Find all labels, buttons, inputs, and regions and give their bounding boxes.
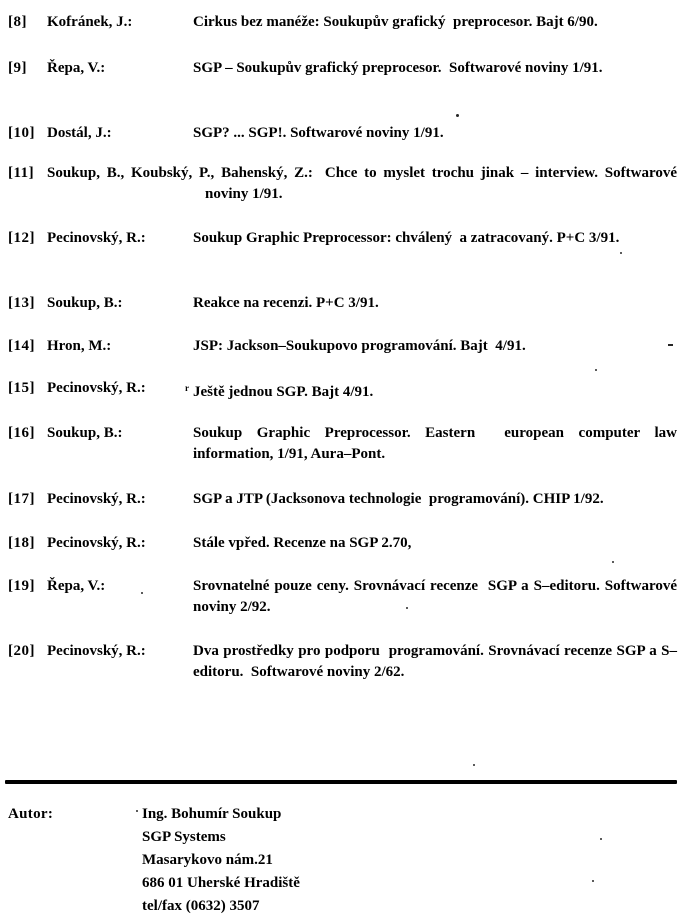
reference-text: Cirkus bez manéže: Soukupův grafický preprocesor. Bajt 6/90. <box>193 14 598 30</box>
reference-text: Stále vpřed. Recenze na SGP 2.70, <box>193 535 412 551</box>
reference-title: Ještě jednou SGP. Bajt 4/91. <box>193 384 374 400</box>
reference-author: Pecinovský, R.: <box>47 230 146 246</box>
reference-entry-12 <box>0 228 689 249</box>
scan-noise-dot <box>141 592 143 594</box>
reference-author: Pecinovský, R.: <box>47 380 146 396</box>
reference-text: SGP? ... SGP!. Softwarové noviny 1/91. <box>193 125 444 141</box>
reference-entry-15 <box>0 378 689 403</box>
reference-number: [8] <box>8 14 27 30</box>
reference-entry-16 <box>0 423 689 465</box>
reference-author: Řepa, V.: <box>47 60 106 76</box>
reference-text: SGP a JTP (Jacksonova technologie programování). CHIP 1/92. <box>193 491 604 507</box>
reference-number: [14] <box>8 338 35 354</box>
scan-artifact-mark: r <box>185 383 189 393</box>
author-contact-block <box>0 803 689 918</box>
author-address <box>142 803 689 918</box>
reference-number: [10] <box>8 125 35 141</box>
author-telfax: tel/fax (0632) 3507 <box>142 898 260 914</box>
author-street: Masarykovo nám.21 <box>142 852 273 868</box>
reference-entry-8 <box>0 12 689 33</box>
scan-noise-dot <box>136 810 138 812</box>
scan-noise-dot <box>456 114 459 117</box>
reference-number: [17] <box>8 491 35 507</box>
scan-noise-dot <box>473 764 475 766</box>
reference-text: Soukup Graphic Preprocessor. Eastern european computer law information, 1/91, Aura–Pont. <box>193 425 677 462</box>
reference-number: [19] <box>8 578 35 594</box>
author-label: Autor: <box>8 806 54 822</box>
reference-author: Soukup, B., Koubský, P., Bahenský, Z.: <box>47 165 313 181</box>
reference-number: [18] <box>8 535 35 551</box>
reference-title: Chce to myslet trochu jinak – interview. Softwarové noviny 1/91. <box>205 165 677 202</box>
reference-author: Pecinovský, R.: <box>47 491 146 507</box>
reference-author: Řepa, V.: <box>47 578 106 594</box>
reference-text <box>47 163 677 205</box>
reference-entry-14 <box>0 336 689 357</box>
reference-number: [11] <box>8 165 35 181</box>
reference-number: [20] <box>8 643 35 659</box>
reference-text: Soukup Graphic Preprocessor: chválený a zatracovaný. P+C 3/91. <box>193 230 620 246</box>
reference-text: SGP – Soukupův grafický preprocesor. Softwarové noviny 1/91. <box>193 60 603 76</box>
reference-entry-13 <box>0 293 689 314</box>
horizontal-rule <box>5 780 677 784</box>
scan-noise-dot <box>620 252 622 254</box>
reference-entry-18 <box>0 533 689 554</box>
reference-entry-17 <box>0 489 689 510</box>
reference-author: Hron, M.: <box>47 338 112 354</box>
reference-text: Reakce na recenzi. P+C 3/91. <box>193 295 379 311</box>
reference-author: Pecinovský, R.: <box>47 535 146 551</box>
author-city: 686 01 Uherské Hradiště <box>142 875 300 891</box>
reference-number: [12] <box>8 230 35 246</box>
reference-entry-19 <box>0 576 689 618</box>
reference-text: JSP: Jackson–Soukupovo programování. Bajt 4/91. <box>193 338 526 354</box>
scan-noise-dot <box>595 369 597 371</box>
reference-text: Dva prostředky pro podporu programování. Srovnávací recenze SGP a S–editoru. Softwarové noviny 2/62. <box>193 643 677 680</box>
reference-author: Dostál, J.: <box>47 125 112 141</box>
author-company: SGP Systems <box>142 829 226 845</box>
reference-author: Soukup, B.: <box>47 425 123 441</box>
reference-entry-11 <box>0 163 689 205</box>
reference-text <box>185 378 677 403</box>
reference-number: [15] <box>8 380 35 396</box>
author-name: Ing. Bohumír Soukup <box>142 806 282 822</box>
reference-text: Srovnatelné pouze ceny. Srovnávací recenze SGP a S–editoru. Softwarové noviny 2/92. <box>193 578 677 615</box>
scan-noise-dot <box>406 607 408 609</box>
scan-noise-dot <box>600 838 602 840</box>
reference-entry-20 <box>0 641 689 683</box>
reference-number: [9] <box>8 60 27 76</box>
reference-author: Soukup, B.: <box>47 295 123 311</box>
reference-number: [13] <box>8 295 35 311</box>
reference-number: [16] <box>8 425 35 441</box>
scan-noise-dot <box>592 880 594 882</box>
scan-noise-dot <box>612 561 614 563</box>
reference-author: Pecinovský, R.: <box>47 643 146 659</box>
reference-entry-10 <box>0 123 689 144</box>
scan-noise-dot <box>668 344 673 346</box>
reference-author: Kofránek, J.: <box>47 14 133 30</box>
reference-entry-9 <box>0 58 689 79</box>
